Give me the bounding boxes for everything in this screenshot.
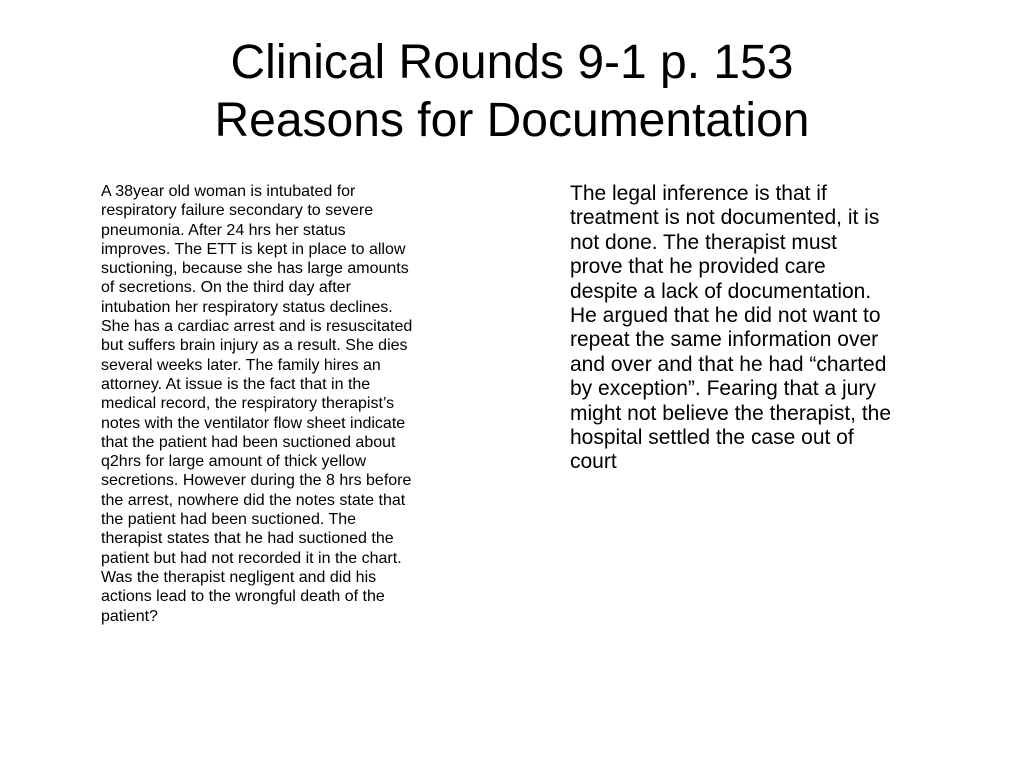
legal-inference-text: The legal inference is that if treatment is not documented, it is not done. The therapist must prove that he provided care despite a lack of documentation. He argued that he did not want to repeat the same information over and over and that he had “charted by exception”. Fearing that a jury might not believe the therapist, the hospital settled the case out of court (570, 182, 892, 474)
slide-title-line-2: Reasons for Documentation (214, 94, 810, 147)
case-description-text: A 38year old woman is intubated for respiratory failure secondary to severe pneumonia. After 24 hrs her status improves. The ETT is kept in place to allow suctioning, because she has large amounts of secretions. On the third day after intubation her respiratory status declines. She has a cardiac arrest and is resuscitated but suffers brain injury as a result. She dies several weeks later. The family hires an attorney. At issue is the fact that in the medical record, the respiratory therapist’s notes with the ventilator flow sheet indicate that the patient had been suctioned about q2hrs for large amount of thick yellow secretions. However during the 8 hrs before the arrest, nowhere did the notes state that the patient had been suctioned. The therapist states that he had suctioned the patient but had not recorded it in the chart. Was the therapist negligent and did his actions lead to the wrongful death of the patient? (101, 183, 413, 625)
slide-title (0, 34, 1024, 150)
slide-title-line-1: Clinical Rounds 9-1 p. 153 (230, 36, 794, 89)
